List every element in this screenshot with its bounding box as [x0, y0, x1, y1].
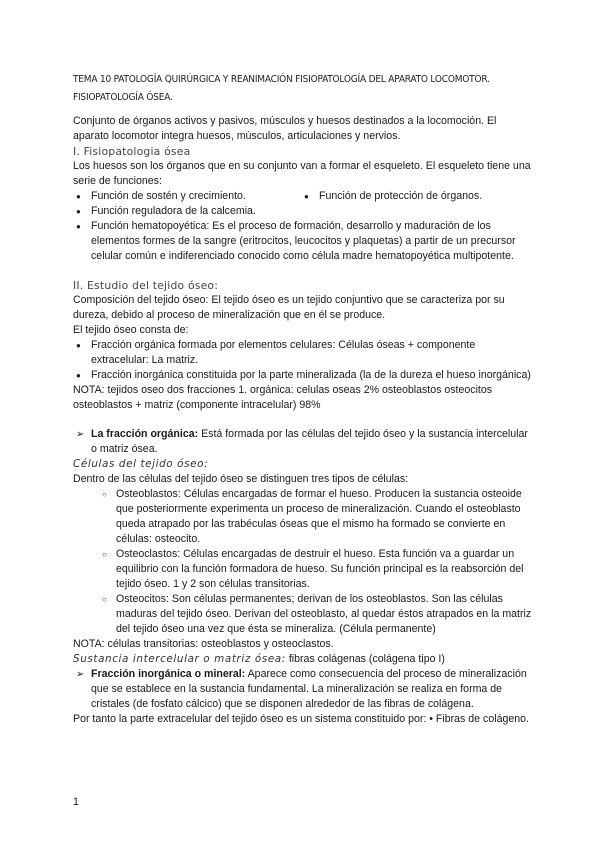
matrix-label: Sustancia intercelular o matriz ósea:	[73, 653, 286, 665]
consists-paragraph: El tejido óseo consta de:	[73, 324, 189, 336]
bullet-item: ● Fracción inorgánica constituida por la parte mineralizada (la de la dureza el hueso inorgánica)	[73, 368, 535, 383]
bullet-item: ● Función de protección de órganos.	[301, 189, 482, 204]
skeleton-paragraph: Los huesos son los órganos que en su conjunto van a formar el esqueleto. El esqueleto tiene una serie de funciones:	[73, 160, 531, 187]
bullet-item: ● Función reguladora de la calcemia.	[73, 204, 535, 219]
section-heading-fisiopatologia: I. Fisiopatologia ósea	[73, 145, 191, 158]
cells-intro: Dentro de las células del tejido óseo se distinguen tres tipos de células:	[73, 473, 409, 485]
matrix-text: fibras colágenas (colágena tipo I)	[285, 653, 445, 665]
inorganic-label: Fracción inorgánica o mineral:	[91, 668, 246, 680]
bullet-row	[73, 189, 535, 204]
section-heading-estudio: II. Estudio del tejido óseo:	[73, 279, 219, 292]
sub-bullet-osteocytes: ○ Osteocitos: Son células permanentes; derivan de los osteoblastos. Son las células maduras del tejido óseo. Derivan del osteoblasto, al quedar éstos atrapados en la matriz del tejido óseo una vez que ésta se mineraliza. (Célula permanente)	[73, 592, 535, 637]
inorganic-text: Aparece como consecuencia del proceso de mineralización que se establece en la sustancia fundamental. La mineralización se realiza en forma de cristales (de fosfato cálcico) que se disponen alrededor de las fibras de colágena.	[91, 668, 527, 710]
matrix-line	[73, 652, 535, 667]
note-paragraph: NOTA: tejidos oseo dos fracciones 1. orgánica: celulas oseas 2% osteoblastos osteocitos osteoblastos + matriz (componente intracelular) 98%	[73, 384, 493, 411]
document-title: TEMA 10 PATOLOGÍA QUIRÚRGICA Y REANIMACIÓN FISIOPATOLOGÍA DEL APARATO LOCOMOTOR. FISIOPATOLOGÍA ÓSEA.	[73, 74, 490, 103]
bullet-item: ● Función hematopoyética: Es el proceso de formación, desarrollo y maduración de los elementos formes de la sangre (eritrocitos, leucocitos y plaquetas) a partir de un precursor celular común e indiferenciado conocido como célula madre hematopoyética multipotente.	[73, 219, 535, 264]
sub-bullet-osteoblasts: ○ Osteoblastos: Células encargadas de formar el hueso. Producen la sustancia osteoide que posteriormente experimenta un proceso de mineralización. Cuando el osteoblasto queda atrapado por las trabéculas óseas que el mismo ha formado se convierte en células: osteocito.	[73, 487, 535, 547]
organic-text: Está formada por las células del tejido óseo y la sustancia intercelular o matriz ósea.	[91, 428, 528, 455]
sub-bullet-osteoclasts: ○ Osteoclastos: Células encargadas de destruir el hueso. Esta función va a guardar un equilibrio con la función formadora de hueso. Su función principal es la reabsorción del tejido óseo. 1 y 2 son células transitorias.	[73, 547, 535, 592]
cells-heading: Células del tejido óseo:	[73, 458, 209, 470]
note-paragraph: NOTA: células transitorias: osteoblastos y osteoclastos.	[73, 638, 334, 650]
document-body	[73, 114, 535, 727]
composition-paragraph: Composición del tejido óseo: El tejido óseo es un tejido conjuntivo que se caracteriza por su dureza, debido al proceso de mineralización que en él se produce.	[73, 294, 505, 321]
page-number: 1	[73, 796, 79, 808]
arrow-item-inorganic	[73, 667, 535, 712]
bullet-item: ● Función de sostén y crecimiento.	[73, 189, 301, 204]
organic-label: La fracción orgánica:	[91, 428, 199, 440]
arrow-item-organic	[73, 427, 535, 457]
intro-paragraph: Conjunto de órganos activos y pasivos, músculos y huesos destinados a la locomoción. El aparato locomotor integra huesos, músculos, articulaciones y nervios.	[73, 115, 497, 142]
conclusion-paragraph: Por tanto la parte extracelular del tejido óseo es un sistema constituido por: • Fibras de colágeno.	[73, 713, 529, 725]
bullet-item: ● Fracción orgánica formada por elementos celulares: Células óseas + componente extracelular: La matriz.	[73, 338, 535, 368]
